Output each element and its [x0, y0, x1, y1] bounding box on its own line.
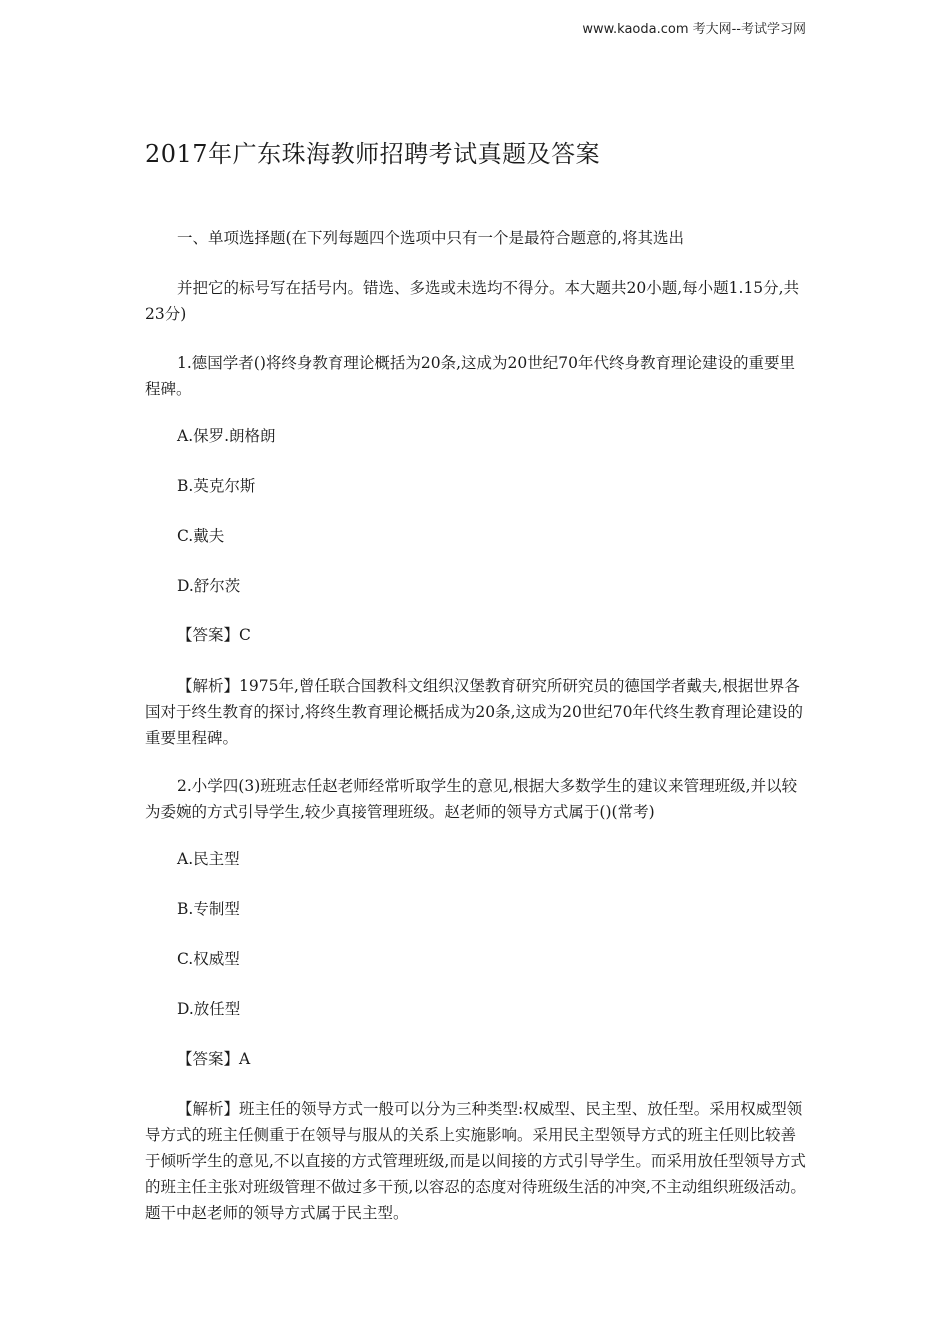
- question-2-stem: 2.小学四(3)班班志任赵老师经常听取学生的意见,根据大多数学生的建议来管理班级,并以较为委婉的方式引导学生,较少真接管理班级。赵老师的领导方式属于()(常考): [145, 777, 798, 821]
- question-1-option-c: C.戴夫: [177, 527, 225, 545]
- question-1-option-a: A.保罗.朗格朗: [177, 427, 276, 445]
- explanation-label: 【解析】: [177, 677, 240, 695]
- question-2-option-a: A.民主型: [177, 850, 240, 868]
- question-1-answer: 【答案】C: [177, 626, 251, 644]
- explanation-text: 1975年,曾任联合国教科文组织汉堡教育研究所研究员的德国学者戴夫,根据世界各国对于终生教育的探讨,将终生教育理论概括成为20条,这成为20世纪70年代终生教育理论建设的重要里程碑。: [145, 677, 804, 747]
- page-title: 2017年广东珠海教师招聘考试真题及答案: [145, 140, 601, 168]
- question-1-option-b: B.英克尔斯: [177, 477, 256, 495]
- question-2-option-c: C.权威型: [177, 950, 240, 968]
- question-2-option-d: D.放任型: [177, 1000, 241, 1018]
- question-2-option-b: B.专制型: [177, 900, 240, 918]
- question-1-option-d: D.舒尔茨: [177, 577, 241, 595]
- explanation-text: 班主任的领导方式一般可以分为三种类型:权威型、民主型、放任型。采用权威型领导方式的班主任侧重于在领导与服从的关系上实施影响。采用民主型领导方式的班主任则比较善于倾听学生的意见,不以直接的方式管理班级,而是以间接的方式引导学生。而采用放任型领导方式的班主任主张对班级管理不做过多干预,以容忍的态度对待班级生活的冲突,不主动组织班级活动。题干中赵老师的领导方式属于民主型。: [145, 1100, 806, 1222]
- question-2-explanation: [145, 1096, 810, 1226]
- site-header: www.kaoda.com 考大网--考试学习网: [582, 22, 806, 37]
- section-instructions-line1: 一、单项选择题(在下列每题四个选项中只有一个是最符合题意的,将其选出: [177, 229, 684, 247]
- question-2-answer: 【答案】A: [177, 1050, 251, 1068]
- section-instructions-line2: 并把它的标号写在括号内。错选、多选或未选均不得分。本大题共20小题,每小题1.15分,共23分): [145, 279, 800, 323]
- question-1-explanation: [145, 673, 810, 751]
- question-1-stem: 1.德国学者()将终身教育理论概括为20条,这成为20世纪70年代终身教育理论建设的重要里程碑。: [145, 354, 795, 398]
- explanation-label: 【解析】: [177, 1100, 240, 1118]
